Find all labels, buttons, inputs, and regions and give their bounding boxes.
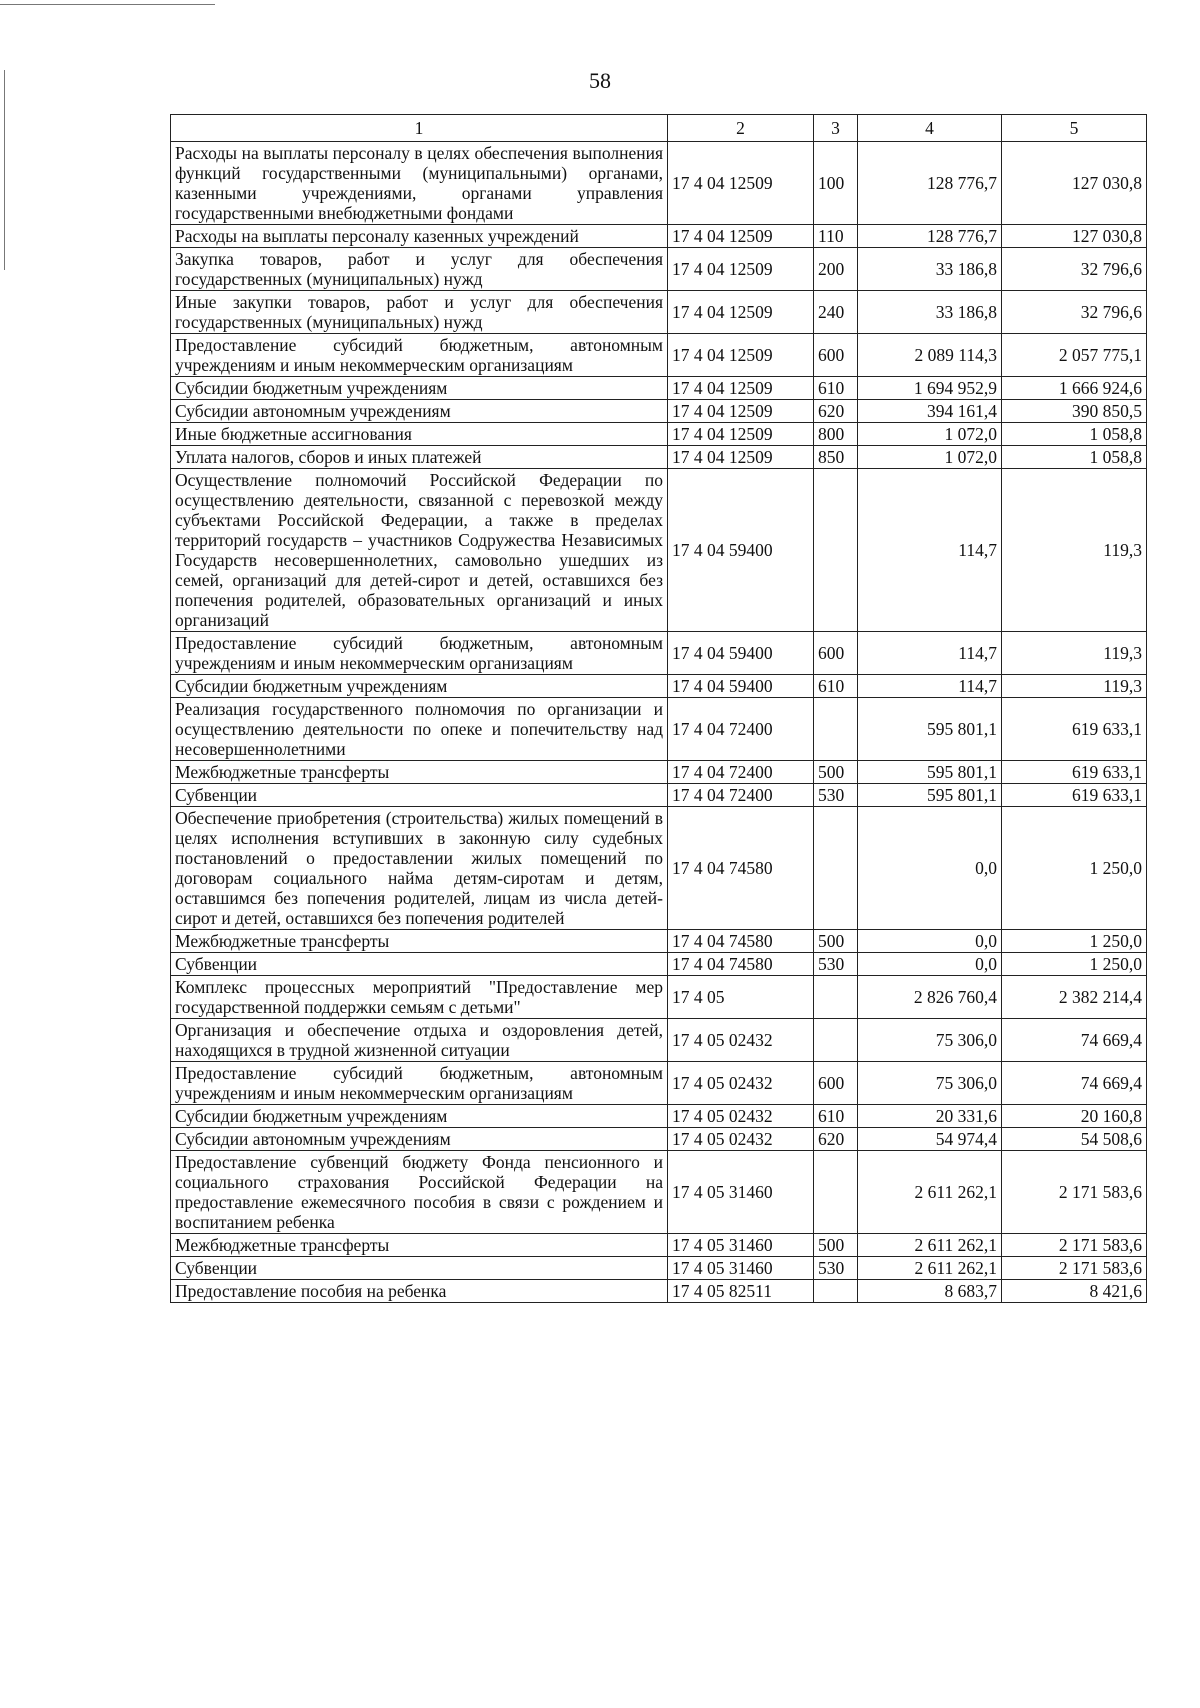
- row-code-cell: 17 4 04 59400: [668, 675, 814, 698]
- row-value-col5-cell: 119,3: [1002, 469, 1147, 632]
- row-name-cell: Межбюджетные трансферты: [171, 761, 668, 784]
- row-value-col5-cell: 119,3: [1002, 632, 1147, 675]
- row-value-col4-cell: 128 776,7: [858, 142, 1002, 225]
- row-value-col5-cell: 619 633,1: [1002, 698, 1147, 761]
- row-expense-type-cell: [814, 976, 858, 1019]
- row-expense-type-cell: 530: [814, 1257, 858, 1280]
- row-name-cell: Межбюджетные трансферты: [171, 1234, 668, 1257]
- row-value-col4-cell: 75 306,0: [858, 1062, 1002, 1105]
- row-expense-type-cell: 100: [814, 142, 858, 225]
- table-row: [171, 1019, 1147, 1062]
- column-header: 4: [858, 115, 1002, 142]
- row-value-col4-cell: 8 683,7: [858, 1280, 1002, 1303]
- row-value-col4-cell: 128 776,7: [858, 225, 1002, 248]
- row-expense-type-cell: 500: [814, 1234, 858, 1257]
- row-value-col5-cell: 8 421,6: [1002, 1280, 1147, 1303]
- row-expense-type-cell: 800: [814, 423, 858, 446]
- row-value-col4-cell: 1 072,0: [858, 423, 1002, 446]
- row-expense-type-cell: 110: [814, 225, 858, 248]
- row-value-col4-cell: 2 826 760,4: [858, 976, 1002, 1019]
- row-value-col5-cell: 20 160,8: [1002, 1105, 1147, 1128]
- column-header: 1: [171, 115, 668, 142]
- row-value-col5-cell: 619 633,1: [1002, 761, 1147, 784]
- row-value-col5-cell: 1 250,0: [1002, 930, 1147, 953]
- column-header: 3: [814, 115, 858, 142]
- row-value-col4-cell: 0,0: [858, 953, 1002, 976]
- table-row: [171, 953, 1147, 976]
- row-value-col5-cell: 2 171 583,6: [1002, 1257, 1147, 1280]
- row-name-cell: Уплата налогов, сборов и иных платежей: [171, 446, 668, 469]
- row-name-cell: Предоставление субвенций бюджету Фонда пенсионного и социального страхования Российской Федерации на предоставление ежемесячного пособия в связи с рождением и воспитанием ребенка: [171, 1151, 668, 1234]
- row-code-cell: 17 4 04 12509: [668, 248, 814, 291]
- row-expense-type-cell: [814, 698, 858, 761]
- table-row: [171, 377, 1147, 400]
- row-value-col5-cell: 1 058,8: [1002, 423, 1147, 446]
- table-row: [171, 976, 1147, 1019]
- row-name-cell: Реализация государственного полномочия по организации и осуществлению деятельности по опеке и попечительству над несовершеннолетними: [171, 698, 668, 761]
- row-code-cell: 17 4 04 12509: [668, 291, 814, 334]
- row-code-cell: 17 4 04 12509: [668, 334, 814, 377]
- row-code-cell: 17 4 04 12509: [668, 225, 814, 248]
- row-value-col5-cell: 2 171 583,6: [1002, 1234, 1147, 1257]
- scan-edge-top: [0, 4, 215, 5]
- row-value-col5-cell: 1 250,0: [1002, 953, 1147, 976]
- row-code-cell: 17 4 04 59400: [668, 632, 814, 675]
- table-row: [171, 1234, 1147, 1257]
- table-row: [171, 291, 1147, 334]
- row-code-cell: 17 4 05 02432: [668, 1019, 814, 1062]
- table-header-row: [171, 115, 1147, 142]
- row-expense-type-cell: 610: [814, 675, 858, 698]
- row-value-col5-cell: 32 796,6: [1002, 248, 1147, 291]
- row-value-col5-cell: 32 796,6: [1002, 291, 1147, 334]
- row-expense-type-cell: [814, 1151, 858, 1234]
- table-row: [171, 446, 1147, 469]
- table-row: [171, 225, 1147, 248]
- row-code-cell: 17 4 05: [668, 976, 814, 1019]
- row-code-cell: 17 4 04 59400: [668, 469, 814, 632]
- row-name-cell: Закупка товаров, работ и услуг для обеспечения государственных (муниципальных) нужд: [171, 248, 668, 291]
- row-value-col4-cell: 1 694 952,9: [858, 377, 1002, 400]
- row-expense-type-cell: 620: [814, 1128, 858, 1151]
- table-row: [171, 1151, 1147, 1234]
- row-value-col5-cell: 74 669,4: [1002, 1062, 1147, 1105]
- row-expense-type-cell: [814, 469, 858, 632]
- column-header: 5: [1002, 115, 1147, 142]
- row-code-cell: 17 4 04 12509: [668, 446, 814, 469]
- row-code-cell: 17 4 04 12509: [668, 423, 814, 446]
- row-value-col4-cell: 2 611 262,1: [858, 1257, 1002, 1280]
- row-expense-type-cell: 600: [814, 632, 858, 675]
- table-row: [171, 761, 1147, 784]
- row-expense-type-cell: [814, 1280, 858, 1303]
- row-expense-type-cell: [814, 1019, 858, 1062]
- row-name-cell: Субсидии бюджетным учреждениям: [171, 675, 668, 698]
- row-code-cell: 17 4 04 12509: [668, 377, 814, 400]
- table-row: [171, 784, 1147, 807]
- page-number: 58: [589, 68, 611, 93]
- row-value-col5-cell: 390 850,5: [1002, 400, 1147, 423]
- row-value-col4-cell: 54 974,4: [858, 1128, 1002, 1151]
- row-value-col4-cell: 595 801,1: [858, 784, 1002, 807]
- row-value-col5-cell: 619 633,1: [1002, 784, 1147, 807]
- scan-edge-left: [4, 70, 5, 270]
- row-value-col5-cell: 127 030,8: [1002, 142, 1147, 225]
- row-code-cell: 17 4 04 74580: [668, 807, 814, 930]
- row-value-col4-cell: 20 331,6: [858, 1105, 1002, 1128]
- row-name-cell: Субсидии автономным учреждениям: [171, 1128, 668, 1151]
- row-value-col4-cell: 2 089 114,3: [858, 334, 1002, 377]
- row-code-cell: 17 4 04 72400: [668, 761, 814, 784]
- row-value-col4-cell: 2 611 262,1: [858, 1234, 1002, 1257]
- table-row: [171, 423, 1147, 446]
- row-value-col5-cell: 1 250,0: [1002, 807, 1147, 930]
- row-name-cell: Иные бюджетные ассигнования: [171, 423, 668, 446]
- row-value-col4-cell: 2 611 262,1: [858, 1151, 1002, 1234]
- row-code-cell: 17 4 05 31460: [668, 1257, 814, 1280]
- row-name-cell: Комплекс процессных мероприятий "Предоставление мер государственной поддержки семьям с детьми": [171, 976, 668, 1019]
- row-expense-type-cell: 610: [814, 377, 858, 400]
- row-expense-type-cell: 530: [814, 784, 858, 807]
- table-row: [171, 1280, 1147, 1303]
- row-value-col5-cell: 2 057 775,1: [1002, 334, 1147, 377]
- column-header: 2: [668, 115, 814, 142]
- row-value-col4-cell: 75 306,0: [858, 1019, 1002, 1062]
- table-row: [171, 400, 1147, 423]
- row-value-col5-cell: 2 382 214,4: [1002, 976, 1147, 1019]
- budget-table: [170, 114, 1147, 1303]
- row-code-cell: 17 4 05 02432: [668, 1128, 814, 1151]
- table-row: [171, 142, 1147, 225]
- row-code-cell: 17 4 04 72400: [668, 698, 814, 761]
- row-name-cell: Субвенции: [171, 784, 668, 807]
- row-name-cell: Обеспечение приобретения (строительства) жилых помещений в целях исполнения вступивших в законную силу судебных постановлений о предоставлении жилых помещений по договорам социального найма детям-сиротам и детям, оставшимся без попечения родителей, лицам из числа детей-сирот и детей, оставшихся без попечения родителей: [171, 807, 668, 930]
- row-name-cell: Субсидии бюджетным учреждениям: [171, 377, 668, 400]
- row-expense-type-cell: 530: [814, 953, 858, 976]
- row-value-col4-cell: 1 072,0: [858, 446, 1002, 469]
- row-expense-type-cell: 610: [814, 1105, 858, 1128]
- row-code-cell: 17 4 05 31460: [668, 1151, 814, 1234]
- row-code-cell: 17 4 04 72400: [668, 784, 814, 807]
- table-row: [171, 334, 1147, 377]
- row-name-cell: Осуществление полномочий Российской Федерации по осуществлению деятельности, связанной с перевозкой между субъектами Российской Федерации, а также в пределах территорий государств – участников Содружества Независимых Государств несовершеннолетних, самовольно ушедших из семей, организаций для детей-сирот и детей, оставшихся без попечения родителей, образовательных организаций и иных организаций: [171, 469, 668, 632]
- row-expense-type-cell: 200: [814, 248, 858, 291]
- row-value-col5-cell: 1 666 924,6: [1002, 377, 1147, 400]
- table-row: [171, 1062, 1147, 1105]
- row-value-col5-cell: 127 030,8: [1002, 225, 1147, 248]
- table-row: [171, 1128, 1147, 1151]
- row-value-col4-cell: 0,0: [858, 930, 1002, 953]
- row-value-col4-cell: 33 186,8: [858, 248, 1002, 291]
- row-expense-type-cell: 600: [814, 1062, 858, 1105]
- row-code-cell: 17 4 04 74580: [668, 930, 814, 953]
- row-value-col5-cell: 2 171 583,6: [1002, 1151, 1147, 1234]
- row-value-col4-cell: 595 801,1: [858, 698, 1002, 761]
- table-row: [171, 248, 1147, 291]
- table-row: [171, 632, 1147, 675]
- row-name-cell: Субвенции: [171, 953, 668, 976]
- row-code-cell: 17 4 05 02432: [668, 1062, 814, 1105]
- row-expense-type-cell: 850: [814, 446, 858, 469]
- row-name-cell: Межбюджетные трансферты: [171, 930, 668, 953]
- row-name-cell: Субсидии бюджетным учреждениям: [171, 1105, 668, 1128]
- row-code-cell: 17 4 05 02432: [668, 1105, 814, 1128]
- row-value-col5-cell: 1 058,8: [1002, 446, 1147, 469]
- row-code-cell: 17 4 04 74580: [668, 953, 814, 976]
- row-value-col5-cell: 74 669,4: [1002, 1019, 1147, 1062]
- row-expense-type-cell: 600: [814, 334, 858, 377]
- row-code-cell: 17 4 05 31460: [668, 1234, 814, 1257]
- row-expense-type-cell: 240: [814, 291, 858, 334]
- table-row: [171, 675, 1147, 698]
- row-expense-type-cell: 500: [814, 761, 858, 784]
- row-name-cell: Предоставление субсидий бюджетным, автономным учреждениям и иным некоммерческим организациям: [171, 334, 668, 377]
- row-name-cell: Предоставление субсидий бюджетным, автономным учреждениям и иным некоммерческим организациям: [171, 1062, 668, 1105]
- table-row: [171, 469, 1147, 632]
- row-value-col4-cell: 114,7: [858, 469, 1002, 632]
- row-value-col4-cell: 394 161,4: [858, 400, 1002, 423]
- row-name-cell: Расходы на выплаты персоналу в целях обеспечения выполнения функций государственными (муниципальными) органами, казенными учреждениями, органами управления государственными внебюджетными фондами: [171, 142, 668, 225]
- row-value-col4-cell: 114,7: [858, 632, 1002, 675]
- row-name-cell: Предоставление субсидий бюджетным, автономным учреждениям и иным некоммерческим организациям: [171, 632, 668, 675]
- row-value-col4-cell: 595 801,1: [858, 761, 1002, 784]
- row-expense-type-cell: [814, 807, 858, 930]
- row-expense-type-cell: 500: [814, 930, 858, 953]
- table-body: [171, 142, 1147, 1303]
- row-name-cell: Субвенции: [171, 1257, 668, 1280]
- row-value-col5-cell: 54 508,6: [1002, 1128, 1147, 1151]
- row-name-cell: Расходы на выплаты персоналу казенных учреждений: [171, 225, 668, 248]
- table-row: [171, 698, 1147, 761]
- row-value-col4-cell: 114,7: [858, 675, 1002, 698]
- row-name-cell: Организация и обеспечение отдыха и оздоровления детей, находящихся в трудной жизненной ситуации: [171, 1019, 668, 1062]
- row-name-cell: Субсидии автономным учреждениям: [171, 400, 668, 423]
- table-row: [171, 1105, 1147, 1128]
- row-expense-type-cell: 620: [814, 400, 858, 423]
- table-row: [171, 930, 1147, 953]
- row-code-cell: 17 4 04 12509: [668, 400, 814, 423]
- row-code-cell: 17 4 05 82511: [668, 1280, 814, 1303]
- row-code-cell: 17 4 04 12509: [668, 142, 814, 225]
- row-name-cell: Иные закупки товаров, работ и услуг для обеспечения государственных (муниципальных) нужд: [171, 291, 668, 334]
- row-value-col5-cell: 119,3: [1002, 675, 1147, 698]
- row-value-col4-cell: 33 186,8: [858, 291, 1002, 334]
- table-row: [171, 807, 1147, 930]
- table-row: [171, 1257, 1147, 1280]
- row-value-col4-cell: 0,0: [858, 807, 1002, 930]
- row-name-cell: Предоставление пособия на ребенка: [171, 1280, 668, 1303]
